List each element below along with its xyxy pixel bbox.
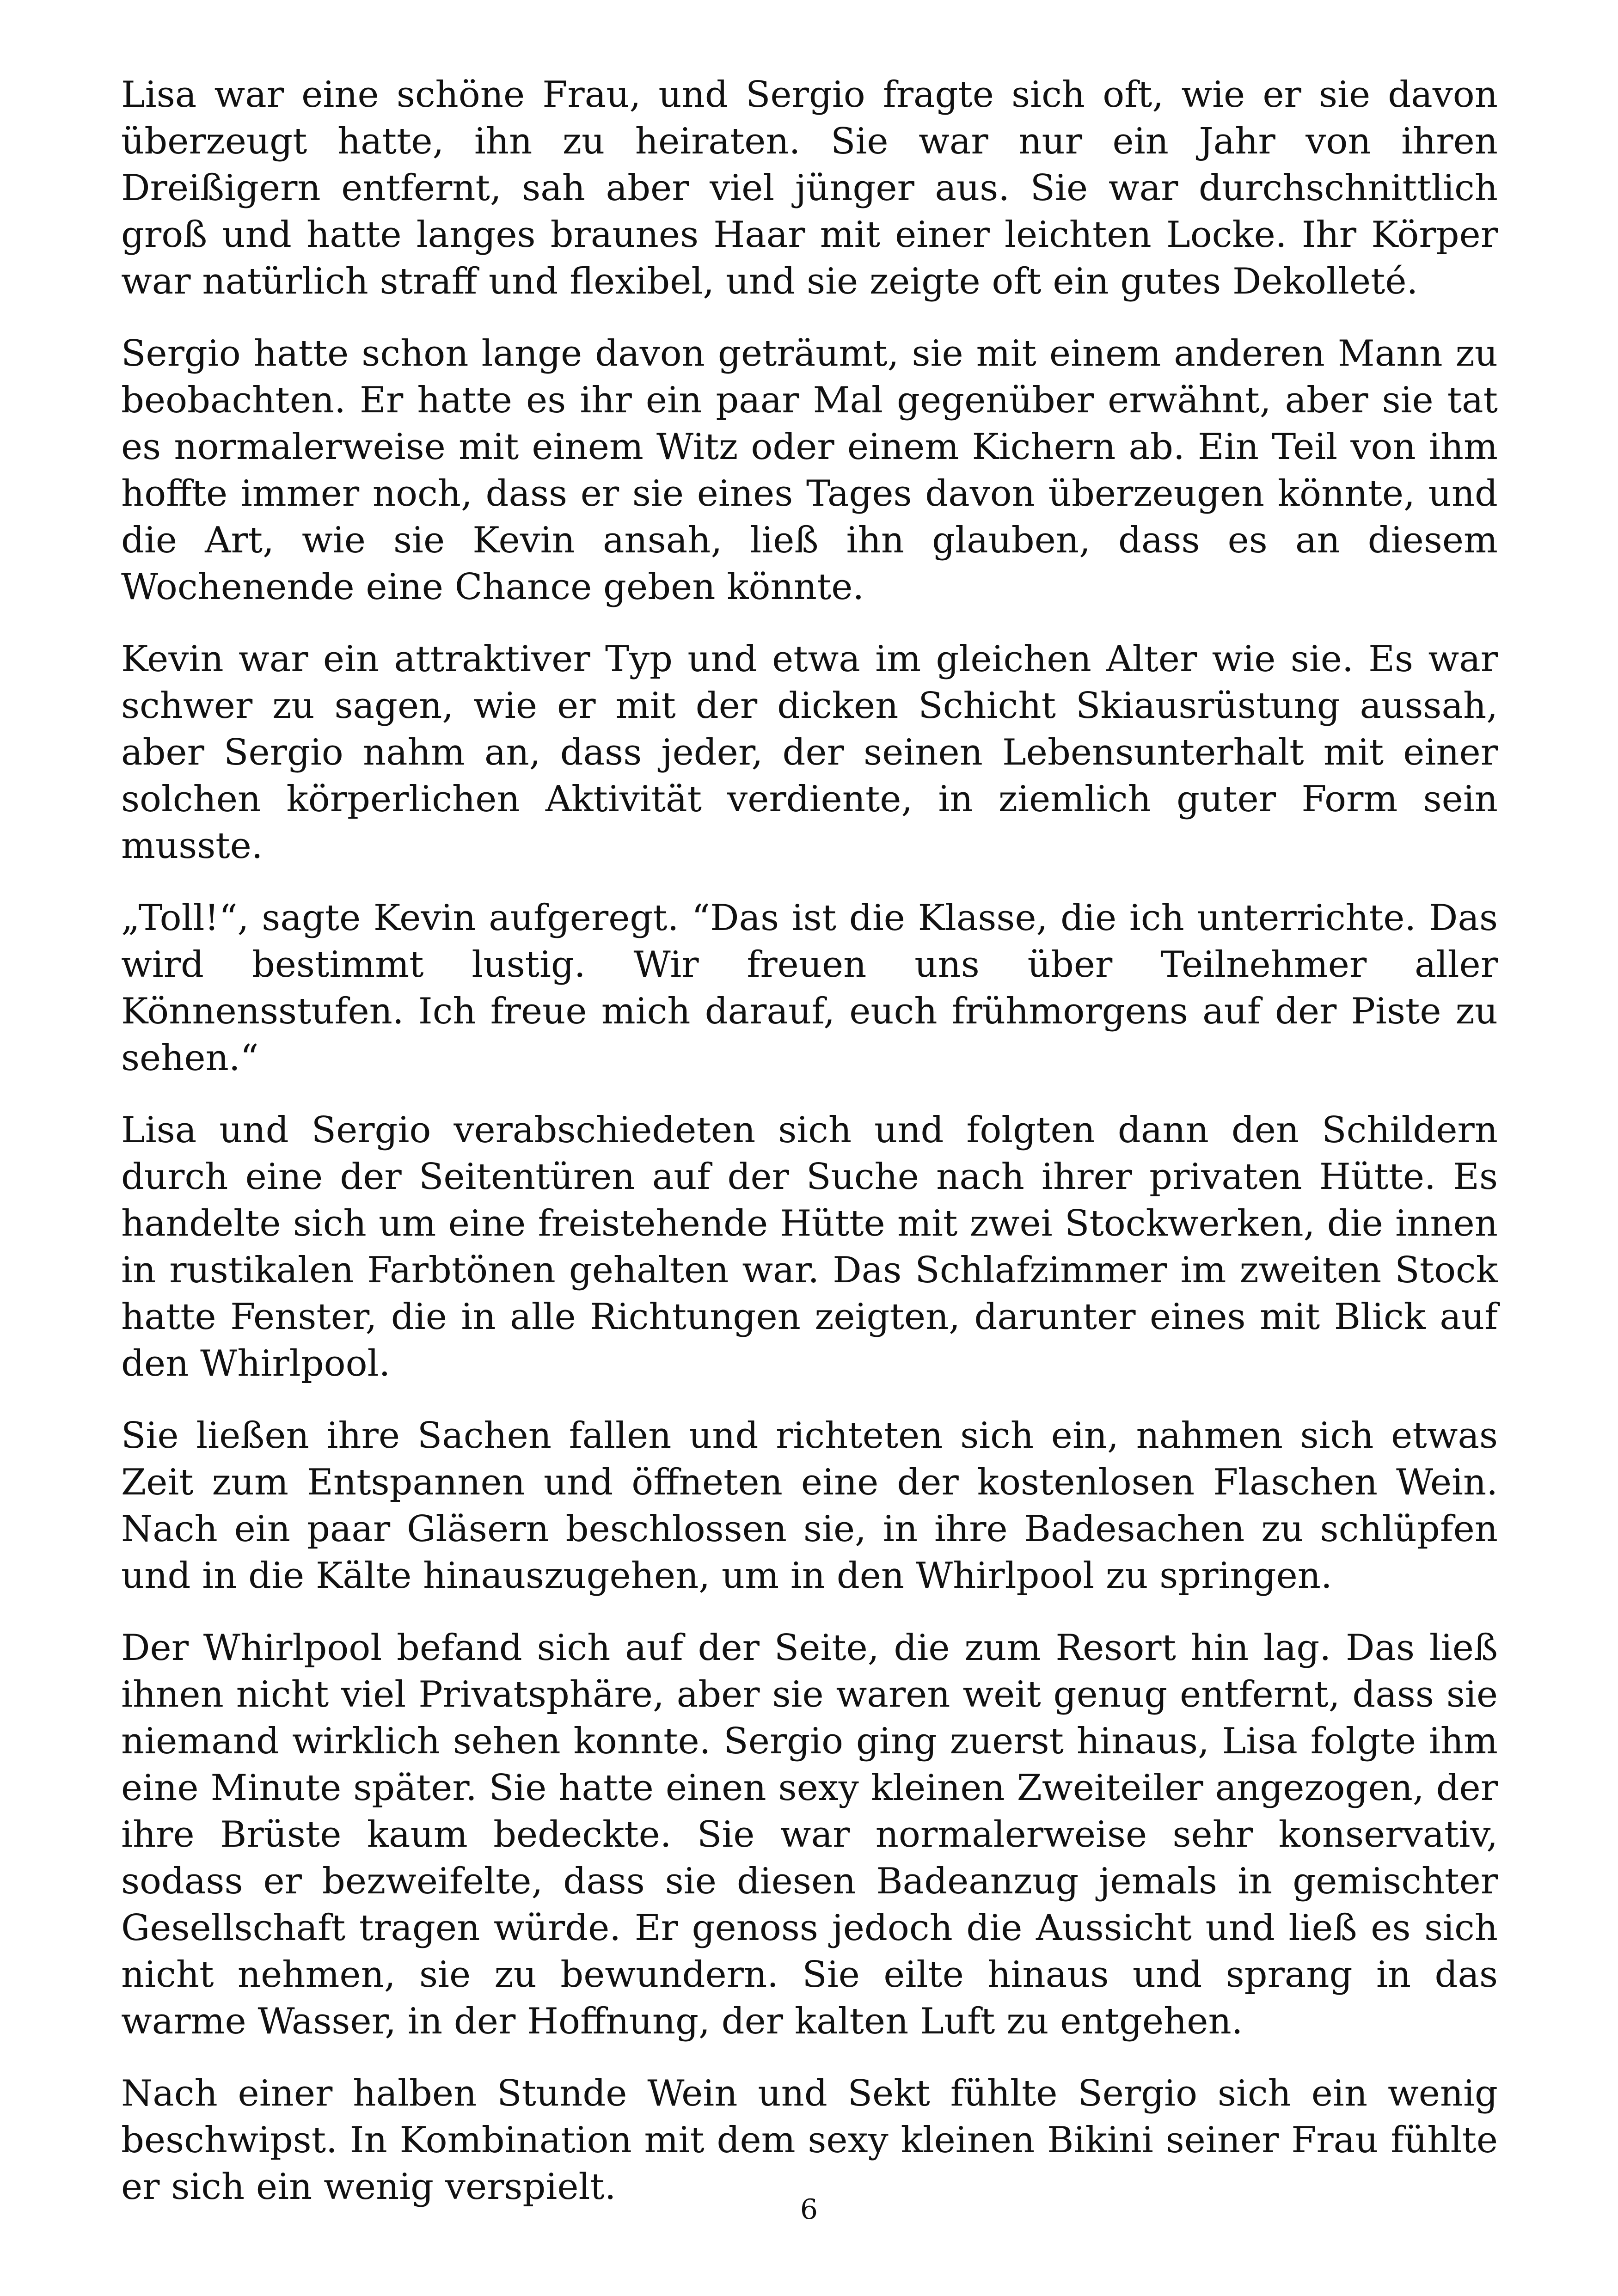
paragraph-3: Kevin war ein attraktiver Typ und etwa im gleichen Alter wie sie. Es war schwer zu sagen, wie er mit der dicken Schicht Skiausrüstung aussah, aber Sergio nahm an, dass jeder, der seinen Lebensunterhalt mit einer solchen körperlichen Aktivität verdiente, in ziemlich guter Form sein musste. [121, 638, 1498, 867]
paragraph-4: „Toll!“, sagte Kevin aufgeregt. “Das ist die Klasse, die ich unterrichte. Das wird bestimmt lustig. Wir freuen uns über Teilnehmer aller Könnensstufen. Ich freue mich darauf, euch frühmorgens auf der Piste zu sehen.“ [121, 897, 1498, 1079]
paragraph-8: Nach einer halben Stunde Wein und Sekt fühlte Sergio sich ein wenig beschwipst. In Kombination mit dem sexy kleinen Bikini seiner Frau fühlte er sich ein wenig verspielt. [121, 2073, 1498, 2208]
paragraph-2: Sergio hatte schon lange davon geträumt, sie mit einem anderen Mann zu beobachten. Er hatte es ihr ein paar Mal gegenüber erwähnt, aber sie tat es normalerweise mit einem Witz oder einem Kichern ab. Ein Teil von ihm hoffte immer noch, dass er sie eines Tages davon überzeugen könnte, und die Art, wie sie Kevin ansah, ließ ihn glauben, dass es an diesem Wochenende eine Chance geben könnte. [121, 333, 1498, 608]
page-number: 6 [800, 2193, 818, 2226]
paragraph-1: Lisa war eine schöne Frau, und Sergio fragte sich oft, wie er sie davon überzeugt hatte, ihn zu heiraten. Sie war nur ein Jahr von ihren Dreißigern entfernt, sah aber viel jünger aus. Sie war durchschnittlich groß und hatte langes braunes Haar mit einer leichten Locke. Ihr Körper war natürlich straff und flexibel, und sie zeigte oft ein gutes Dekolleté. [121, 74, 1498, 302]
body-text [121, 72, 1498, 2236]
paragraph-5: Lisa und Sergio verabschiedeten sich und folgten dann den Schildern durch eine der Seitentüren auf der Suche nach ihrer privaten Hütte. Es handelte sich um eine freistehende Hütte mit zwei Stockwerken, die innen in rustikalen Farbtönen gehalten war. Das Schlafzimmer im zweiten Stock hatte Fenster, die in alle Richtungen zeigten, darunter eines mit Blick auf den Whirlpool. [121, 1109, 1498, 1384]
paragraph-6: Sie ließen ihre Sachen fallen und richteten sich ein, nahmen sich etwas Zeit zum Entspannen und öffneten eine der kostenlosen Flaschen Wein. Nach ein paar Gläsern beschlossen sie, in ihre Badesachen zu schlüpfen und in die Kälte hinauszugehen, um in den Whirlpool zu springen. [121, 1415, 1498, 1597]
paragraph-7: Der Whirlpool befand sich auf der Seite, die zum Resort hin lag. Das ließ ihnen nicht viel Privatsphäre, aber sie waren weit genug entfernt, dass sie niemand wirklich sehen konnte. Sergio ging zuerst hinaus, Lisa folgte ihm eine Minute später. Sie hatte einen sexy kleinen Zweiteiler angezogen, der ihre Brüste kaum bedeckte. Sie war normalerweise sehr konservativ, sodass er bezweifelte, dass sie diesen Badeanzug jemals in gemischter Gesellschaft tragen würde. Er genoss jedoch die Aussicht und ließ es sich nicht nehmen, sie zu bewundern. Sie eilte hinaus und sprang in das warme Wasser, in der Hoffnung, der kalten Luft zu entgehen. [121, 1627, 1498, 2042]
